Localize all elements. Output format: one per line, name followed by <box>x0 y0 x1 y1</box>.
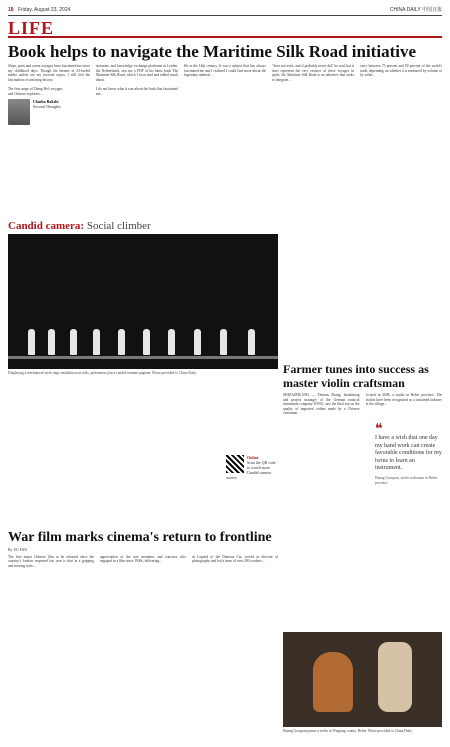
quote-attribution: Huang Guoquan, violin craftsman in Hebei province <box>375 475 438 485</box>
candid-title <box>8 220 442 234</box>
issue-date: Friday, August 23, 2024 <box>17 6 71 13</box>
qr-code-icon[interactable] <box>226 455 244 473</box>
paper-name: CHINA DAILY <box>389 7 421 13</box>
page-number: 18 <box>8 6 14 13</box>
stage-photo <box>8 234 278 369</box>
page-header <box>8 6 442 16</box>
maritime-article <box>8 64 442 214</box>
online-box <box>226 455 276 480</box>
maritime-col5: carry between 75 percent and 90 percent of the world's trade, depending on whether it is measured by volume or by value... <box>360 64 442 78</box>
war-headline: War film marks cinema's return to frontline <box>8 530 272 545</box>
maritime-col2: sionaries, and knowledge exchange platforms in Leiden, the Netherlands, saw me a PDF of his latest book The Maritime Silk Road, which I soon read and talked much about. I do not know what it was about the book that fascinated me... <box>96 64 178 96</box>
online-label: Online <box>247 455 259 460</box>
candid-subtitle: Social climber <box>86 220 151 232</box>
war-article <box>8 530 278 745</box>
maritime-col4: "does not exist, and if probably never did" he said, but it does represent the very essence of these voyages in spirit, the Maritime Silk Road is an initiative that seeks to integrate... <box>272 64 354 82</box>
maritime-col3: He at the 14th century. It was a subject that has always fascinated me and I realized I could find more about the legendary admiral... <box>184 64 266 78</box>
pull-quote <box>375 422 442 485</box>
paper-name-cn: 中国日报 <box>421 7 442 13</box>
quote-mark-icon: ❝ <box>375 422 383 437</box>
violin-photo <box>283 632 442 727</box>
violin-article <box>283 362 442 613</box>
war-col1: The first major Chinese film to be released since the country's frontier reopened last year is shot in a gripping and moving style... <box>8 554 94 568</box>
violin-col2: located in 2008, a studio in Hebei province. The violins have been recognized as a sustained industry in the village... <box>365 393 442 407</box>
violin-photo-caption: Huang Guoquan paints a violin in Wuqiang county, Hebei. Photo provided to China Daily <box>283 729 413 733</box>
violin-body-icon <box>313 652 353 712</box>
violin-col1: SHIJIAZHUANG — Thomas Zhang, headstrong and project manager of the German musical instrument company SONG, saw the final say on the quality of imported violins made by a Chinese craftsman... <box>283 393 360 416</box>
war-byline: By XU FAN <box>8 548 28 552</box>
maritime-headline: Book helps to navigate the Maritime Silk Road initiative <box>8 42 416 61</box>
online-text: Scan the QR code to watch more Candid camera stories. <box>226 460 276 480</box>
quote-text: I have a wish that one day my hand work can create favorable conditions for my twins to learn an instrument. <box>375 435 442 472</box>
candid-kicker: Candid camera: <box>8 220 85 232</box>
maritime-col1: Ships, ports and ocean voyages have fascinated me since my childhood days. Though the themes in AI-fueled media outlets are my favorite topics, I still feel the fascination of seafaring history. The first maps of Zheng He's voyages and Chinese explorers... <box>8 64 90 96</box>
section-label: LIFE <box>8 18 442 38</box>
war-col3: as Legend of the Demons Cat, served as director of photography and led a team of over 200 workers... <box>192 554 278 564</box>
violin-headline: Farmer tunes into success as master violin craftsman <box>283 362 429 390</box>
war-col2: appreciation of the rare members and warriors who engaged in a film since 1940s, delivering... <box>100 554 186 564</box>
craftsman-figure <box>378 642 412 712</box>
author-avatar <box>8 99 30 125</box>
stage-photo-caption: Displaying a mechanical-style stage installation on stilts, performers join a candid summer pageant. Photo provided to China Daily <box>8 371 197 375</box>
author-box <box>8 99 90 125</box>
author-name: Ulanhu Bakshi <box>33 99 59 105</box>
author-role: Second Thoughts <box>33 104 61 110</box>
